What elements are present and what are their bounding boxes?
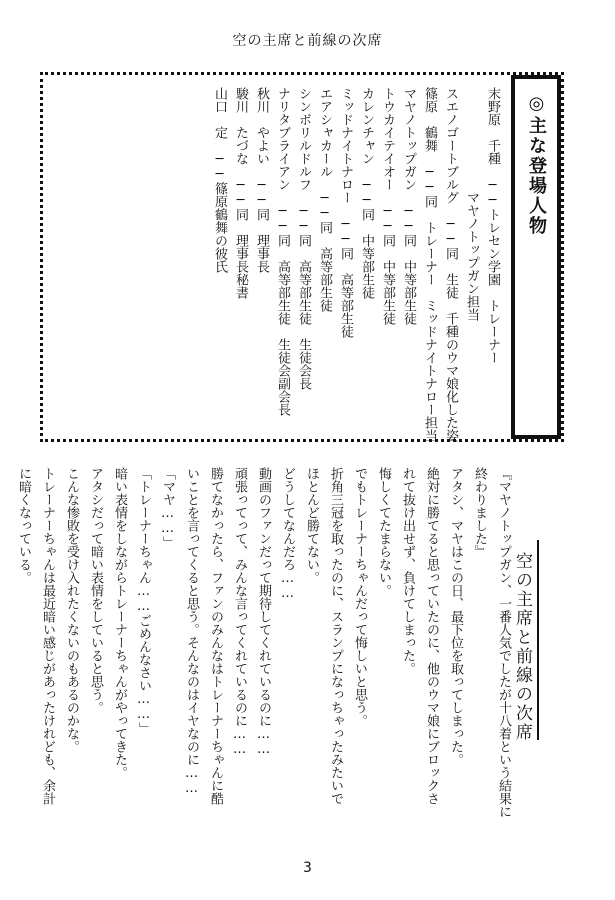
body-line: 動画のファンだって期待してくれているのに…… [256,467,271,757]
page-number: 3 [303,860,312,876]
body-line: 折角三冠を取ったのに、スランプになっちゃったみたいで [328,467,343,805]
cast-line: トウカイテイオー ──同 中等部生徒 [380,87,395,325]
cast-line: 駿川 たづな ──同 理事長秘書 [233,87,248,299]
body-line: 「マヤ……」 [160,467,175,549]
body-text [11,467,515,857]
body-line: 勝てなかったら、ファンのみんなはトレーナーちゃんに酷 [208,467,223,805]
body-line: アタシだって暗い表情をしていると思う。 [88,467,103,714]
cast-list [209,87,503,442]
cast-line: 秋川 やよい ──同 理事長 [254,87,269,273]
body-line: れて抜け出せず、負けてしまった。 [400,467,415,675]
body-line: 絶対に勝てると思っていたのに、他のウマ娘にブロックさ [424,467,439,805]
cast-line: マヤノトップガン ──同 中等部生徒 [401,87,416,325]
cast-line: 末野原 千種 ──トレセン学園 トレーナー [485,87,500,364]
cast-list-frame [40,72,564,442]
cast-line: スエノゴートブルグ ──同 生徒 千種のウマ娘化した姿 [443,87,458,442]
cast-line: カレンチャン ──同 中等部生徒 [359,87,374,299]
body-line: 暗い表情をしながらトレーナーちゃんがやってきた。 [112,467,127,779]
cast-line: 篠原 鶴舞 ──同 トレーナー ミッドナイトナロー担当 [422,87,437,442]
body-line: ほとんど勝てない。 [304,467,319,584]
cast-line: ミッドナイトナロー ──同 高等部生徒 [338,87,353,338]
body-line: アタシ、マヤはこの日、最下位を取ってしまった。 [448,467,463,766]
chapter-title: 空の主席と前線の次席 [512,552,532,742]
body-line: 悔しくてたまらない。 [376,467,391,597]
body-line: トレーナーちゃんは最近暗い感じがあったけれども、余計 [40,467,55,805]
running-head: 空の主席と前線の次席 [232,33,383,49]
cast-line: シンボリルドルフ ──同 高等部生徒 生徒会長 [296,87,311,390]
cast-line: マヤノトップガン担当 [464,87,479,321]
body-line: こんな惨敗を受け入れたくないのもあるのかな。 [64,467,79,753]
body-line: でもトレーナーちゃんだって悔しいと思う。 [352,467,367,727]
body-line: 終わりました』 [472,467,487,558]
cast-heading: ◎主な登場人物 [526,93,547,236]
chapter-title-rule [537,540,539,740]
cast-heading-box [511,75,561,439]
body-line: いことを言ってくると思う。そんなのはイヤなのに…… [184,467,199,796]
body-line: どうしてなんだろ…… [280,467,295,601]
cast-line: 山口 定 ──篠原鶴舞の彼氏 [212,87,227,273]
body-line: に暗くなっている。 [16,467,31,584]
body-line: 「トレーナーちゃん……ごめんなさい……」 [136,467,151,735]
cast-line: ナリタブライアン ──同 高等部生徒 生徒会副会長 [275,87,290,416]
cast-line: エアシャカール ──同 高等部生徒 [317,87,332,312]
body-line: 頑張ってって、みんな言ってくれているのに…… [232,467,247,757]
body-line: 『マヤノトップガン、一番人気でしたが十八着という結果に [496,467,511,818]
